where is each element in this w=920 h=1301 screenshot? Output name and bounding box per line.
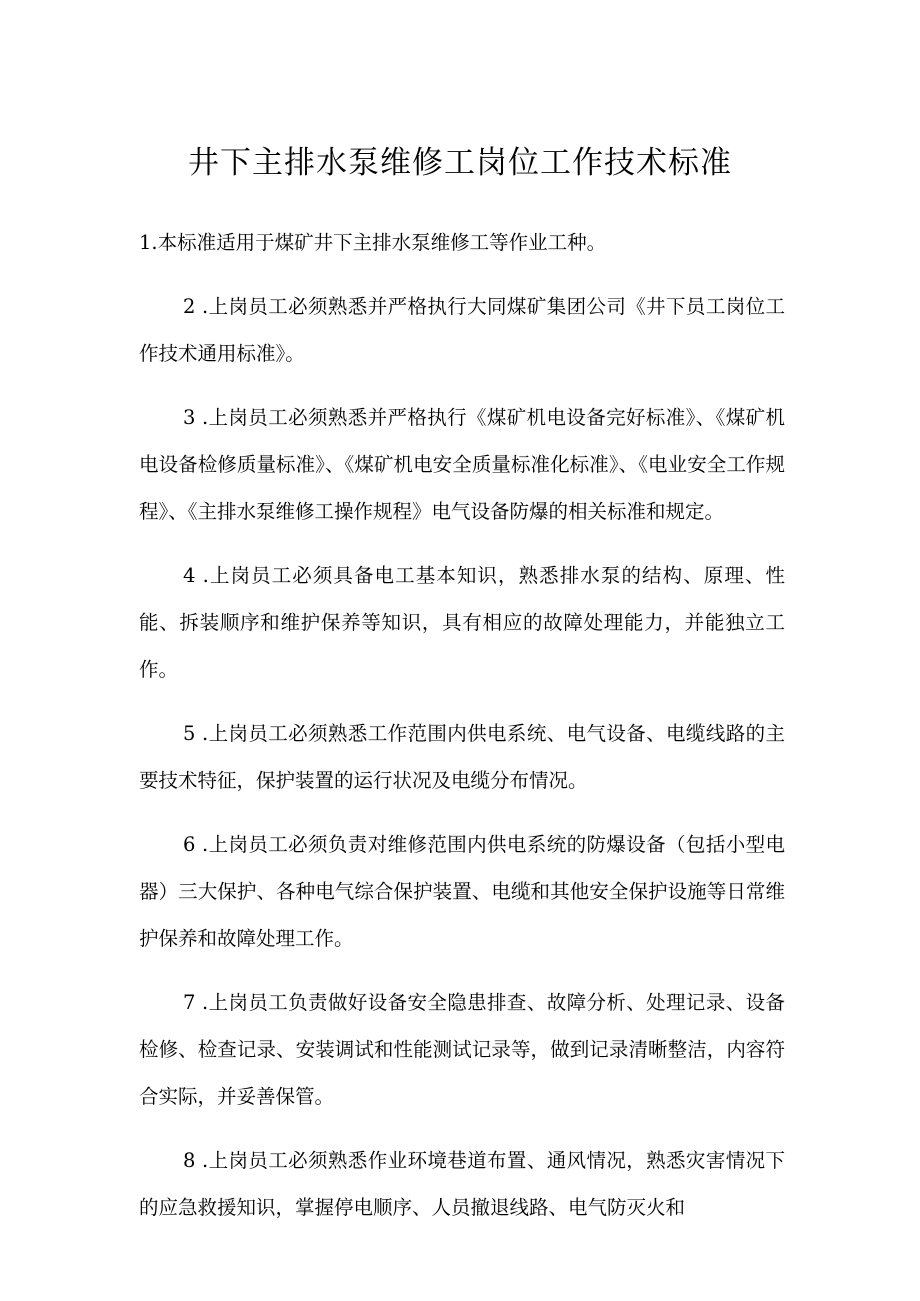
paragraph-5: 5 .上岗员工必须熟悉工作范围内供电系统、电气设备、电缆线路的主要技术特征，保护装置的运行状况及电缆分布情况。: [139, 722, 785, 792]
paragraph-3: 3 .上岗员工必须熟悉并严格执行《煤矿机电设备完好标准》、《煤矿机电设备检修质量标准》、《煤矿机电安全质量标准化标准》、《电业安全工作规程》、《主排水泵维修工操作规程》电气设备防爆的相关标准和规定。: [139, 406, 785, 523]
paragraph-1: 1.本标准适用于煤矿井下主排水泵维修工等作业工种。: [139, 231, 607, 254]
paragraph-8: 8 .上岗员工必须熟悉作业环境巷道布置、通风情况，熟悉灾害情况下的应急救援知识，掌握停电顺序、人员撤退线路、电气防灭火和: [139, 1149, 785, 1219]
document-title: 井下主排水泵维修工岗位工作技术标准: [188, 145, 732, 181]
paragraph-2: 2 .上岗员工必须熟悉并严格执行大同煤矿集团公司《井下员工岗位工作技术通用标准》。: [139, 295, 785, 365]
paragraph-6: 6 .上岗员工必须负责对维修范围内供电系统的防爆设备（包括小型电器）三大保护、各种电气综合保护装置、电缆和其他安全保护设施等日常维护保养和故障处理工作。: [139, 833, 785, 950]
paragraph-4: 4 .上岗员工必须具备电工基本知识，熟悉排水泵的结构、原理、性能、拆装顺序和维护保养等知识，具有相应的故障处理能力，并能独立工作。: [139, 564, 785, 681]
paragraph-7: 7 .上岗员工负责做好设备安全隐患排查、故障分析、处理记录、设备检修、检查记录、安装调试和性能测试记录等，做到记录清晰整洁，内容符合实际，并妥善保管。: [139, 991, 785, 1108]
document-body: [139, 219, 785, 1248]
